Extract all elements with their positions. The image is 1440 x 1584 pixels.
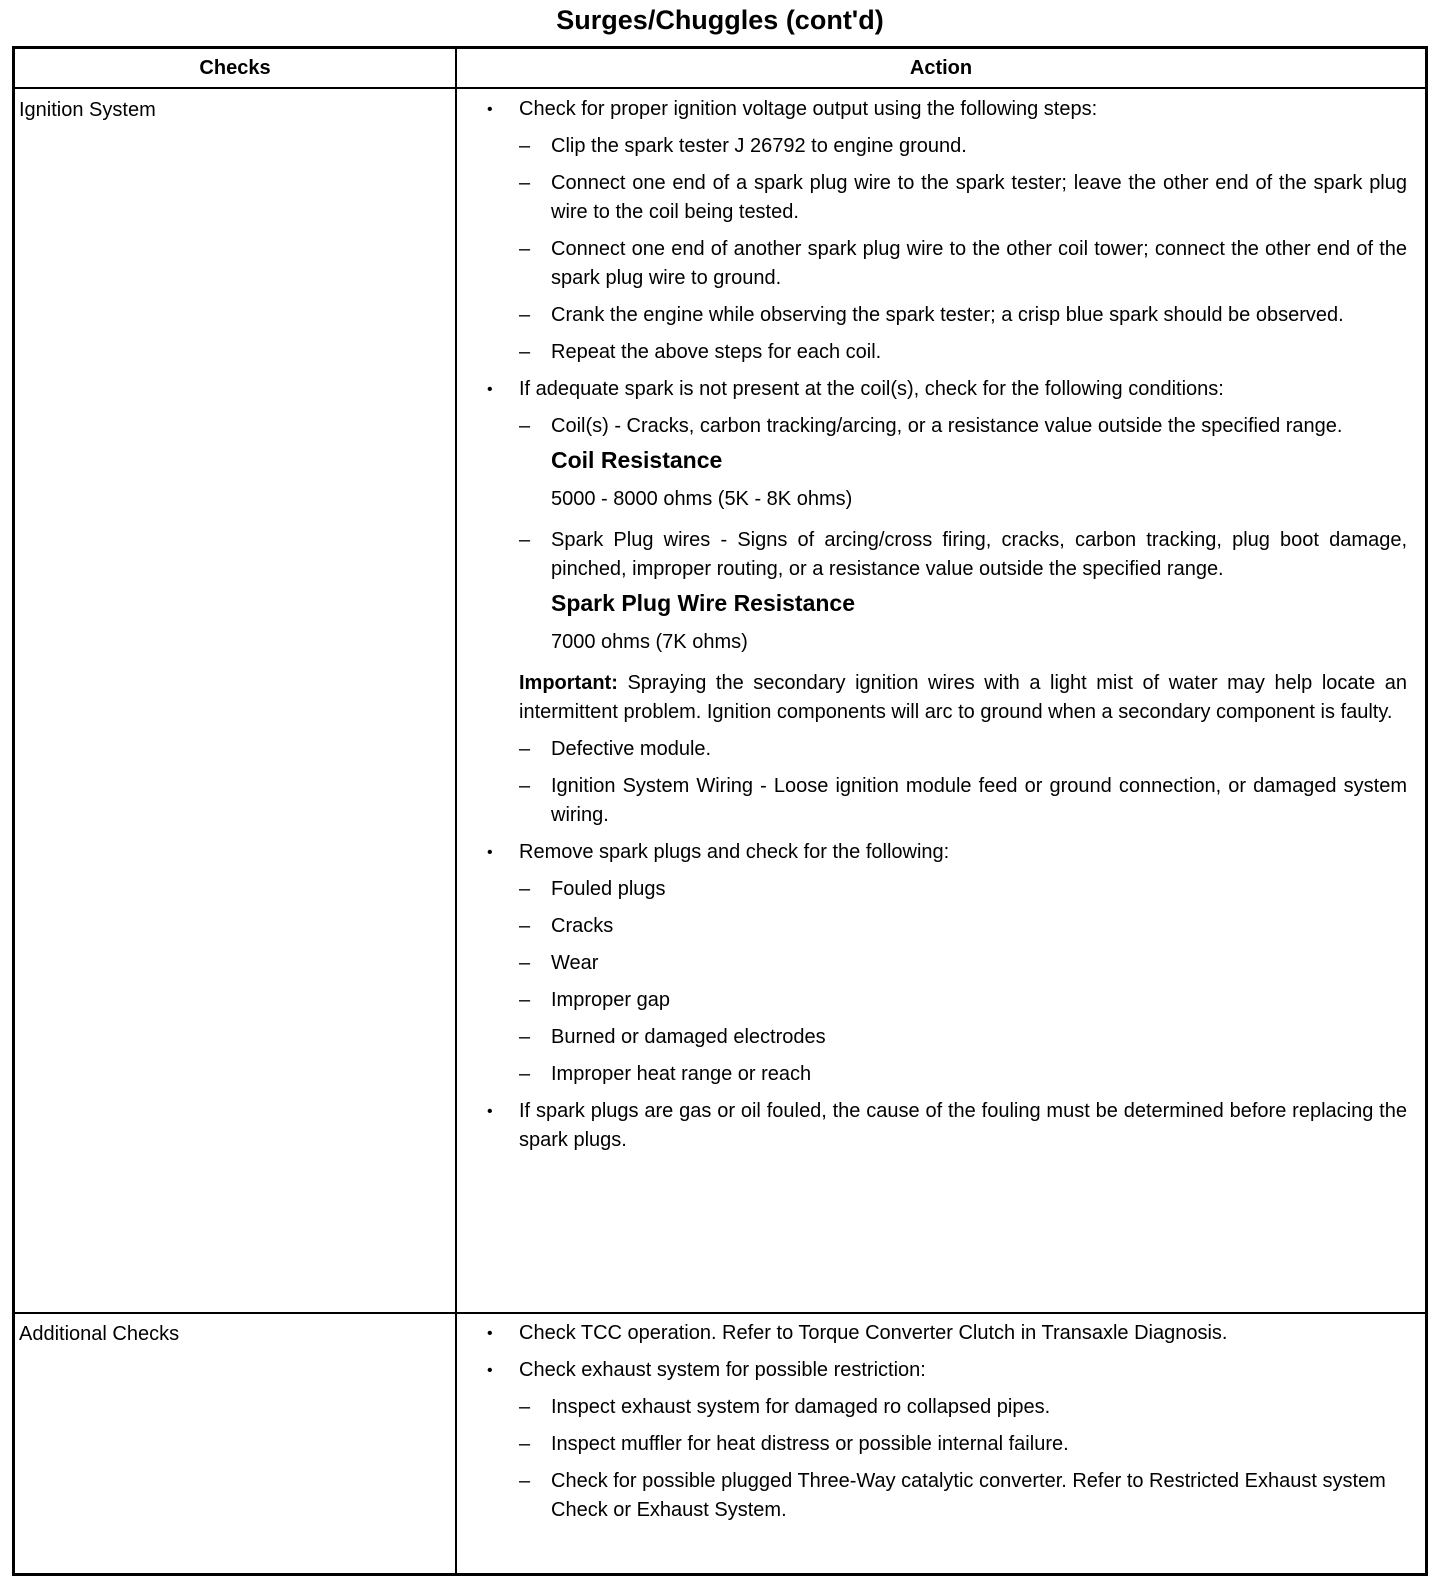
check-additional-checks: Additional Checks [19,1323,180,1345]
action-step: – Improper gap [487,986,1407,1015]
action-ignition-system [487,95,1407,1163]
action-step: – Inspect muffler for heat distress or possible internal failure. [487,1430,1407,1459]
action-bullet: • If adequate spark is not present at the coil(s), check for the following conditions: [487,375,1407,404]
coil-resistance-value: 5000 - 8000 ohms (5K - 8K ohms) [551,488,853,510]
important-label: Important: [519,672,618,694]
header-action: Action [909,57,973,79]
important-text: Spraying the secondary ignition wires with a light mist of water may help locate an intermittent problem. Ignition components will arc to ground when a secondary component is faulty. [519,672,1407,723]
action-step: – Spark Plug wires - Signs of arcing/cross firing, cracks, carbon tracking, plug boot damage, pinched, improper routing, or a resistance value outside the specified range. [487,526,1407,584]
action-step: – Wear [487,949,1407,978]
action-step: – Connect one end of another spark plug wire to the other coil tower; connect the other end of the spark plug wire to ground. [487,235,1407,293]
action-step: – Check for possible plugged Three-Way catalytic converter. Refer to Restricted Exhaust system Check or Exhaust System. [487,1467,1407,1525]
action-step: – Clip the spark tester J 26792 to engine ground. [487,132,1407,161]
action-step: – Crank the engine while observing the spark tester; a crisp blue spark should be observed. [487,301,1407,330]
action-step: – Cracks [487,912,1407,941]
action-bullet: • Check exhaust system for possible restriction: [487,1356,1407,1385]
column-divider [455,49,457,1573]
action-step: – Defective module. [487,735,1407,764]
important-note [487,669,1407,727]
action-bullet: • If spark plugs are gas or oil fouled, the cause of the fouling must be determined before replacing the spark plugs. [487,1097,1407,1155]
action-bullet: • Remove spark plugs and check for the following: [487,838,1407,867]
action-step: – Repeat the above steps for each coil. [487,338,1407,367]
action-step: – Coil(s) - Cracks, carbon tracking/arcing, or a resistance value outside the specified range. [487,412,1407,441]
check-ignition-system: Ignition System [19,99,156,121]
action-step: – Fouled plugs [487,875,1407,904]
action-step: – Ignition System Wiring - Loose ignition module feed or ground connection, or damaged system wiring. [487,772,1407,830]
action-step: – Connect one end of a spark plug wire to the spark tester; leave the other end of the spark plug wire to the coil being tested. [487,169,1407,227]
action-step: – Improper heat range or reach [487,1060,1407,1089]
action-bullet: • Check TCC operation. Refer to Torque Converter Clutch in Transaxle Diagnosis. [487,1319,1407,1348]
action-bullet: • Check for proper ignition voltage output using the following steps: [487,95,1407,124]
coil-resistance-title: Coil Resistance [551,447,723,473]
page-title: Surges/Chuggles (cont'd) [556,5,884,35]
wire-resistance-title: Spark Plug Wire Resistance [551,590,856,616]
wire-resistance-value: 7000 ohms (7K ohms) [551,631,748,653]
header-checks: Checks [199,57,271,79]
row-divider [15,1312,1425,1314]
table-header-row [15,49,1425,89]
action-additional-checks [487,1319,1407,1533]
action-step: – Inspect exhaust system for damaged ro collapsed pipes. [487,1393,1407,1422]
diagnosis-table [12,46,1428,1576]
action-step: – Burned or damaged electrodes [487,1023,1407,1052]
